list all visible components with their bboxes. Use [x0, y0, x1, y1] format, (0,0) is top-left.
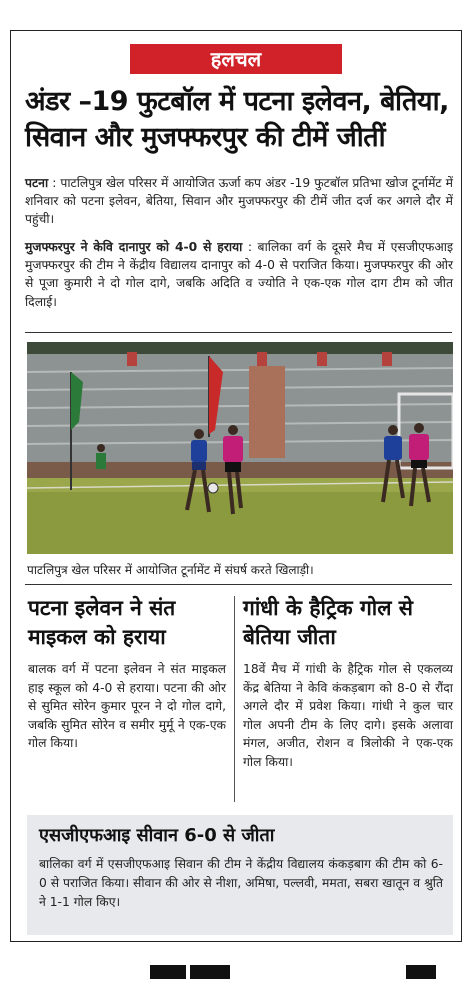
siwan-story-text: बालिका वर्ग में एसजीएफआइ सिवान की टीम ने केंद्रीय विद्यालय कंकड़बाग की टीम को 6-0 से पराजित किया। सीवान की ओर से नीशा, अमिषा, पल्लवी, ममता, सबरा खातून व श्रुति ने 1-1 गोल किए।: [39, 857, 443, 909]
main-headline: अंडर –19 फुटबॉल में पटना इलेवन, बेतिया, सिवान और मुजफ्फरपुर की टीमें जीतीं: [25, 86, 449, 153]
left-story-text: बालक वर्ग में पटना इलेवन ने संत माइकल हाइ स्कूल को 4-0 से हराया। पटना की ओर से सुमित सोरेन कुमार पूरन ने दो गोल दागे, जबकि सुमित सोरेन व समीर मुर्मू ने एक-एक गोल किया।: [28, 662, 226, 750]
siwan-story-box: [27, 815, 453, 935]
muzaffarpur-paragraph: [25, 238, 453, 311]
muzaffarpur-lead: मुजफ्फरपुर ने केवि दानापुर को 4-0 से हराया: [25, 240, 243, 254]
match-photo: [27, 342, 453, 554]
divider-line: [25, 332, 452, 333]
photo-caption: पाटलिपुत्र खेल परिसर में आयोजित टूर्नामेंट में संघर्ष करते खिलाड़ी।: [27, 563, 314, 577]
section-tag: हलचल: [130, 44, 342, 74]
left-story-headline: पटना इलेवन ने संत माइकल को हराया: [28, 596, 176, 649]
column-divider: [234, 596, 235, 802]
siwan-story-headline: एसजीएफआइ सीवान 6-0 से जीता: [39, 825, 275, 846]
right-story-text: 18वें मैच में गांधी के हैट्रिक गोल से एकलव्य केंद्र बेतिया ने केवि कंकड़बाग को 8-0 से रौंदा अगले दौर में प्रवेश किया। गांधी ने कुल चार गोल अपनी टीम के लिए दागे। इसके अलावा मंगल, अजीत, रोशन व त्रिलोकी ने एक-एक गोल किया।: [243, 662, 453, 769]
intro-dateline: पटना: [25, 176, 49, 190]
right-story-headline: गांधी के हैट्रिक गोल से बेतिया जीता: [243, 596, 413, 649]
intro-text: : पाटलिपुत्र खेल परिसर में आयोजित ऊर्जा कप अंडर -19 फुटबॉल प्रतिभा खोज टूर्नामेंट में शनिवार को पटना इलेवन, बेतिया, सिवान और मुजफ्फरपुर की टीमें जीत दर्ज कर अगले दौर में पहुंची।: [25, 176, 453, 227]
cropped-next-headline: [150, 952, 450, 987]
caption-divider: [25, 584, 452, 585]
cropped-text-image: [150, 957, 450, 979]
football-match-image: [27, 342, 453, 554]
intro-paragraph: [25, 174, 453, 229]
muzaffarpur-text: : बालिका वर्ग के दूसरे मैच में एसजीएफआइ मुजफ्फरपुर की टीम ने केंद्रीय विद्यालय दानापुर को 4-0 से पराजित किया। मुजफ्फरपुर की ओर से पूजा कुमारी ने दो गोल दागे, जबकि अदिति व ज्योति ने एक-एक गोल दाग टीम को जीत दिलाई।: [25, 240, 453, 309]
